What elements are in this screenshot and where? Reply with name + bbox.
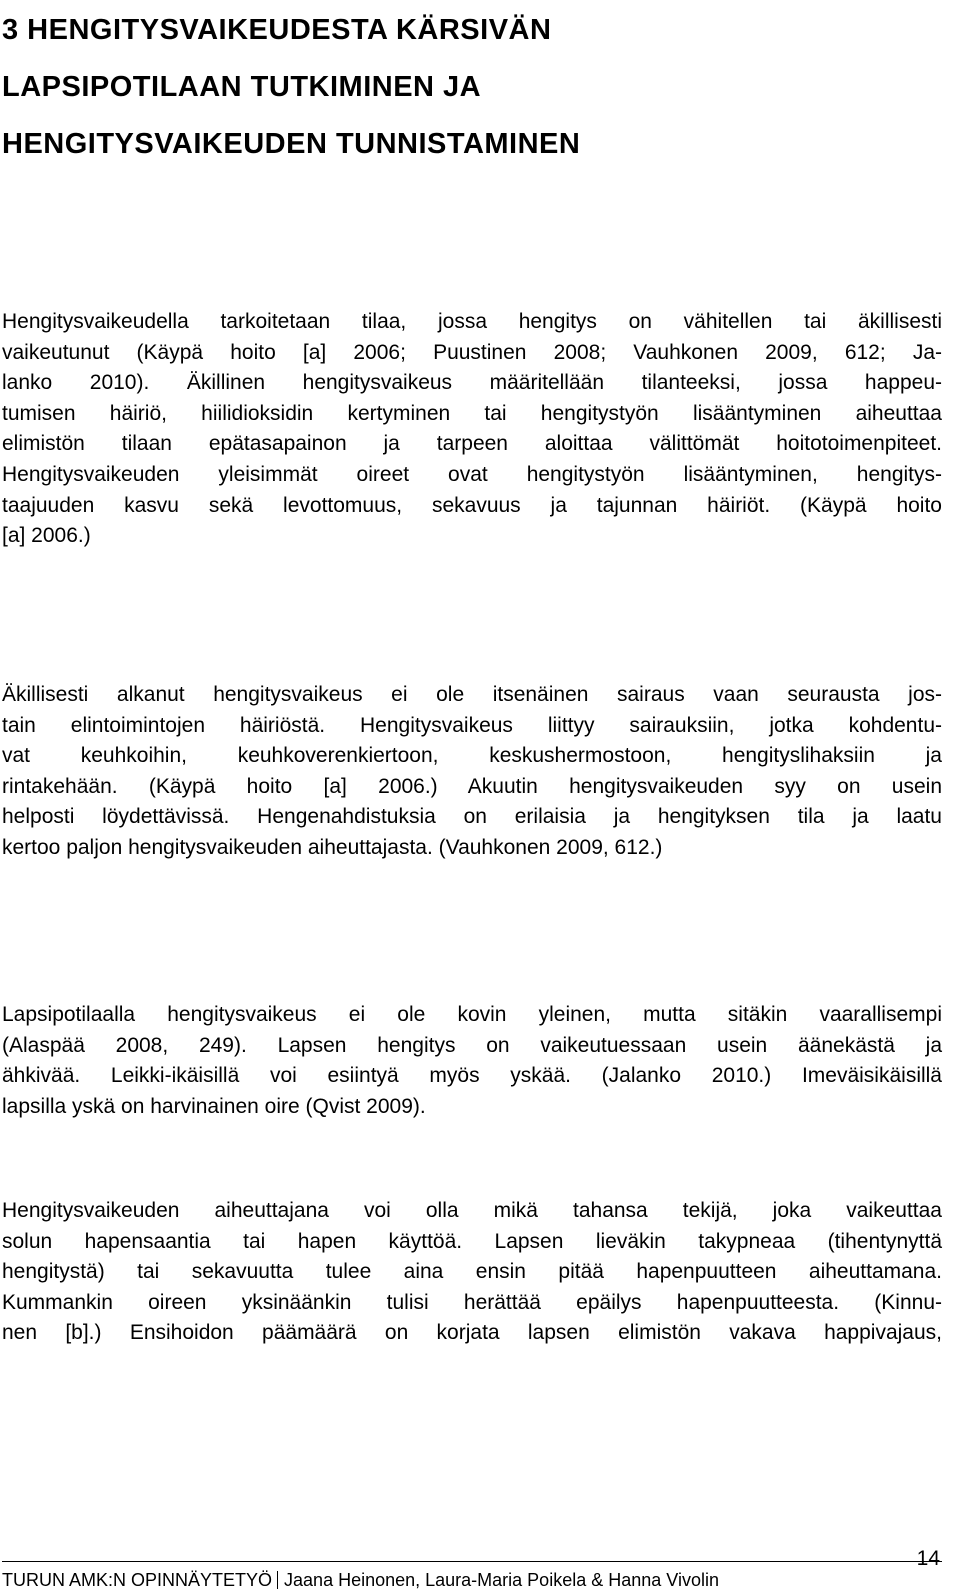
body-paragraph — [2, 307, 942, 552]
heading-line: HENGITYSVAIKEUDEN TUNNISTAMINEN — [2, 128, 581, 160]
text-line: nen [b].) Ensihoidon päämäärä on korjata lapsen elimistön vakava happivajaus, — [2, 1321, 942, 1345]
footer-institution: TURUN AMK:N OPINNÄYTETYÖ — [2, 1570, 273, 1590]
chapter-heading — [2, 2, 942, 173]
footer-separator — [277, 1571, 278, 1589]
text-line: kertoo paljon hengitysvaikeuden aiheuttajasta. (Vauhkonen 2009, 612.) — [2, 835, 663, 859]
text-line: lanko 2010). Äkillinen hengitysvaikeus määritellään tilanteeksi, jossa happeu- — [2, 371, 942, 395]
text-line: vaikeutunut (Käypä hoito [a] 2006; Puustinen 2008; Vauhkonen 2009, 612; Ja- — [2, 340, 942, 364]
text-line: taajuuden kasvu sekä levottomuus, sekavuus ja tajunnan häiriöt. (Käypä hoito — [2, 493, 942, 517]
text-line: vat keuhkoihin, keuhkoverenkiertoon, keskushermostoon, hengityslihaksiin ja — [2, 744, 942, 768]
text-line: tain elintoimintojen häiriöstä. Hengitysvaikeus liittyy sairauksiin, jotka kohdentu- — [2, 713, 942, 737]
text-line: lapsilla yskä on harvinainen oire (Qvist 2009). — [2, 1094, 426, 1118]
heading-line: 3 HENGITYSVAIKEUDESTA KÄRSIVÄN — [2, 14, 552, 46]
text-line: (Alaspää 2008, 249). Lapsen hengitys on vaikeutuessaan usein äänekästä ja — [2, 1033, 942, 1057]
heading-line: LAPSIPOTILAAN TUTKIMINEN JA — [2, 71, 482, 103]
text-line: ähkivää. Leikki-ikäisillä voi esiintyä myös yskää. (Jalanko 2010.) Imeväisikäisillä — [2, 1064, 942, 1088]
text-line: hengitystä) tai sekavuutta tulee aina ensin pitää hapenpuutteen aiheuttamana. — [2, 1260, 942, 1284]
text-line: rintakehään. (Käypä hoito [a] 2006.) Akuutin hengitysvaikeuden syy on usein — [2, 774, 942, 798]
text-line: elimistön tilaan epätasapainon ja tarpeen aloittaa välittömät hoitotoimenpiteet. — [2, 432, 942, 456]
body-paragraph — [2, 1196, 942, 1349]
text-line: tumisen häiriö, hiilidioksidin kertyminen tai hengitystyön lisääntyminen aiheuttaa — [2, 401, 942, 425]
page-footer — [2, 1547, 942, 1590]
text-line: Hengitysvaikeuden aiheuttajana voi olla mikä tahansa tekijä, joka vaikeuttaa — [2, 1199, 942, 1222]
text-line: Lapsipotilaalla hengitysvaikeus ei ole kovin yleinen, mutta sitäkin vaarallisempi — [2, 1003, 942, 1026]
text-line: solun hapensaantia tai hapen käyttöä. Lapsen lieväkin takypneaa (tihentynyttä — [2, 1229, 942, 1253]
footer-text — [2, 1566, 719, 1594]
text-line: Kummankin oireen yksinäänkin tulisi herättää epäilys hapenpuutteesta. (Kinnu- — [2, 1290, 942, 1314]
body-paragraph — [2, 680, 942, 864]
page-number: 14 — [916, 1547, 940, 1570]
footer-authors: Jaana Heinonen, Laura-Maria Poikela & Hanna Vivolin — [284, 1570, 719, 1590]
text-line: Äkillisesti alkanut hengitysvaikeus ei ole itsenäinen sairaus vaan seurausta jos- — [2, 683, 942, 706]
text-line: Hengitysvaikeuden yleisimmät oireet ovat hengitystyön lisääntyminen, hengitys- — [2, 462, 942, 486]
text-line: helposti löydettävissä. Hengenahdistuksia on erilaisia ja hengityksen tila ja laatu — [2, 805, 942, 829]
text-line: [a] 2006.) — [2, 524, 91, 548]
text-line: Hengitysvaikeudella tarkoitetaan tilaa, jossa hengitys on vähitellen tai äkillisesti — [2, 310, 942, 333]
body-paragraph — [2, 1000, 942, 1122]
